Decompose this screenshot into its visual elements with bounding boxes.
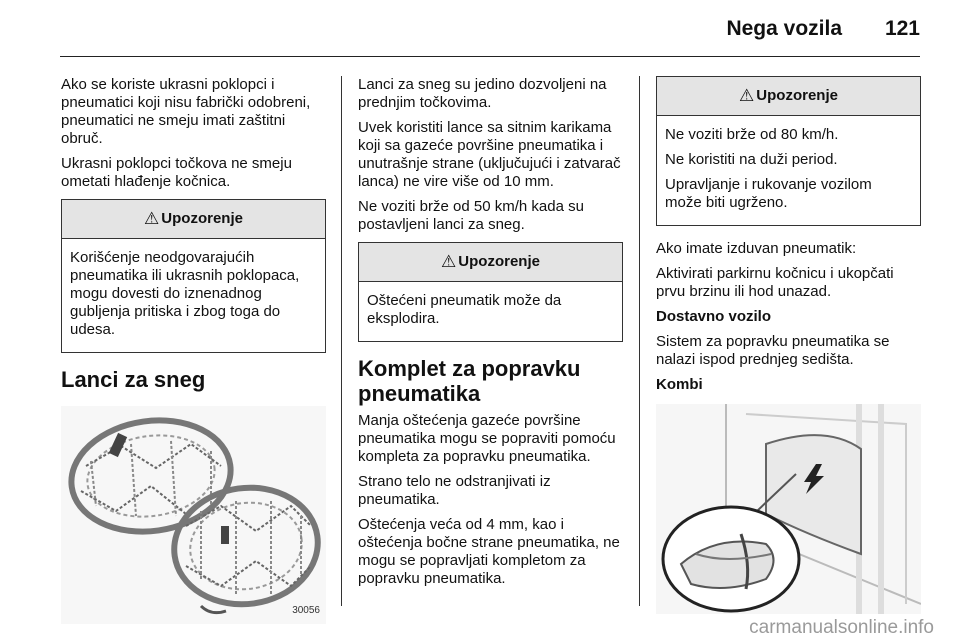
column-divider <box>341 76 342 606</box>
paragraph: Lanci za sneg su jedino dozvoljeni na prednjim točkovima. <box>358 76 607 111</box>
paragraph: Ako imate izduvan pneumatik: <box>656 240 857 257</box>
page-header <box>0 0 960 60</box>
section-title-tire-repair-kit: Komplet za popravku pneumatika <box>358 356 581 406</box>
paragraph: Strano telo ne odstranjivati iz pneumatika. <box>358 473 551 508</box>
warning-text: Upravljanje i rukovanje vozilom može biti ugrženo. <box>665 176 872 211</box>
repair-kit-drawing <box>656 404 921 614</box>
column-1 <box>61 76 326 624</box>
paragraph: Ne voziti brže od 50 km/h kada su postavljeni lanci za sneg. <box>358 198 584 233</box>
warning-box <box>61 199 326 353</box>
warning-triangle-icon: ⚠ <box>144 209 160 228</box>
warning-header <box>657 77 920 116</box>
warning-title: Upozorenje <box>458 253 540 270</box>
paragraph: Aktivirati parkirnu kočnicu i ukopčati prvu brzinu ili hod unazad. <box>656 265 894 300</box>
warning-header <box>359 243 622 282</box>
paragraph: Ako se koriste ukrasni poklopci i pneumatici koji nisu fabrički odobreni, pneumatici ne smeju imati zaštitni obruč. <box>61 76 311 147</box>
warning-text: Oštećeni pneumatik može da eksplodira. <box>367 292 562 327</box>
warning-text: Ne voziti brže od 80 km/h. <box>665 126 839 143</box>
warning-text: Ne koristiti na duži period. <box>665 151 838 168</box>
paragraph: Manja oštećenja gazeće površine pneumatika mogu se popraviti pomoću kompleta za popravku pneumatika. <box>358 412 616 465</box>
figure-code: 30056 <box>292 605 320 616</box>
watermark: carmanualsonline.info <box>749 617 934 638</box>
warning-box <box>358 242 623 342</box>
warning-body <box>62 239 325 352</box>
column-divider <box>639 76 640 606</box>
warning-title: Upozorenje <box>756 87 838 104</box>
subheading-van: Dostavno vozilo <box>656 308 772 325</box>
warning-text: Korišćenje neodgovarajućih pneumatika ili ukrasnih poklopaca, mogu dovesti do iznenadnog gubljenja pritiska i zbog toga do udesa. <box>70 249 300 338</box>
paragraph: Uvek koristiti lance sa sitnim karikama koji sa gazeće površine pneumatika i unutrašnje strane (uključujući i zatvarač lanca) ne vire više od 10 mm. <box>358 119 621 190</box>
paragraph: Oštećenja veća od 4 mm, kao i oštećenja bočne strane pneumatika, ne mogu se popravljati kompletom za popravku pneumatika. <box>358 516 620 587</box>
warning-triangle-icon: ⚠ <box>441 252 457 271</box>
paragraph: Sistem za popravku pneumatika se nalazi ispod prednjeg sedišta. <box>656 333 890 368</box>
paragraph: Ukrasni poklopci točkova ne smeju ometati hlađenje kočnica. <box>61 155 292 190</box>
section-title-snow-chains: Lanci za sneg <box>61 367 206 392</box>
header-rule <box>60 56 920 57</box>
warning-triangle-icon: ⚠ <box>739 86 755 105</box>
column-3 <box>656 76 921 614</box>
warning-body <box>657 116 920 225</box>
snow-chains-illustration <box>61 406 326 624</box>
header-title: Nega vozila <box>726 17 842 40</box>
column-2 <box>358 76 623 595</box>
warning-header <box>62 200 325 239</box>
warning-box <box>656 76 921 226</box>
subheading-combi: Kombi <box>656 376 703 393</box>
repair-kit-location-illustration <box>656 404 921 614</box>
snow-chains-drawing <box>61 406 326 624</box>
warning-body <box>359 282 622 341</box>
warning-title: Upozorenje <box>161 210 243 227</box>
page-number: 121 <box>884 17 920 40</box>
